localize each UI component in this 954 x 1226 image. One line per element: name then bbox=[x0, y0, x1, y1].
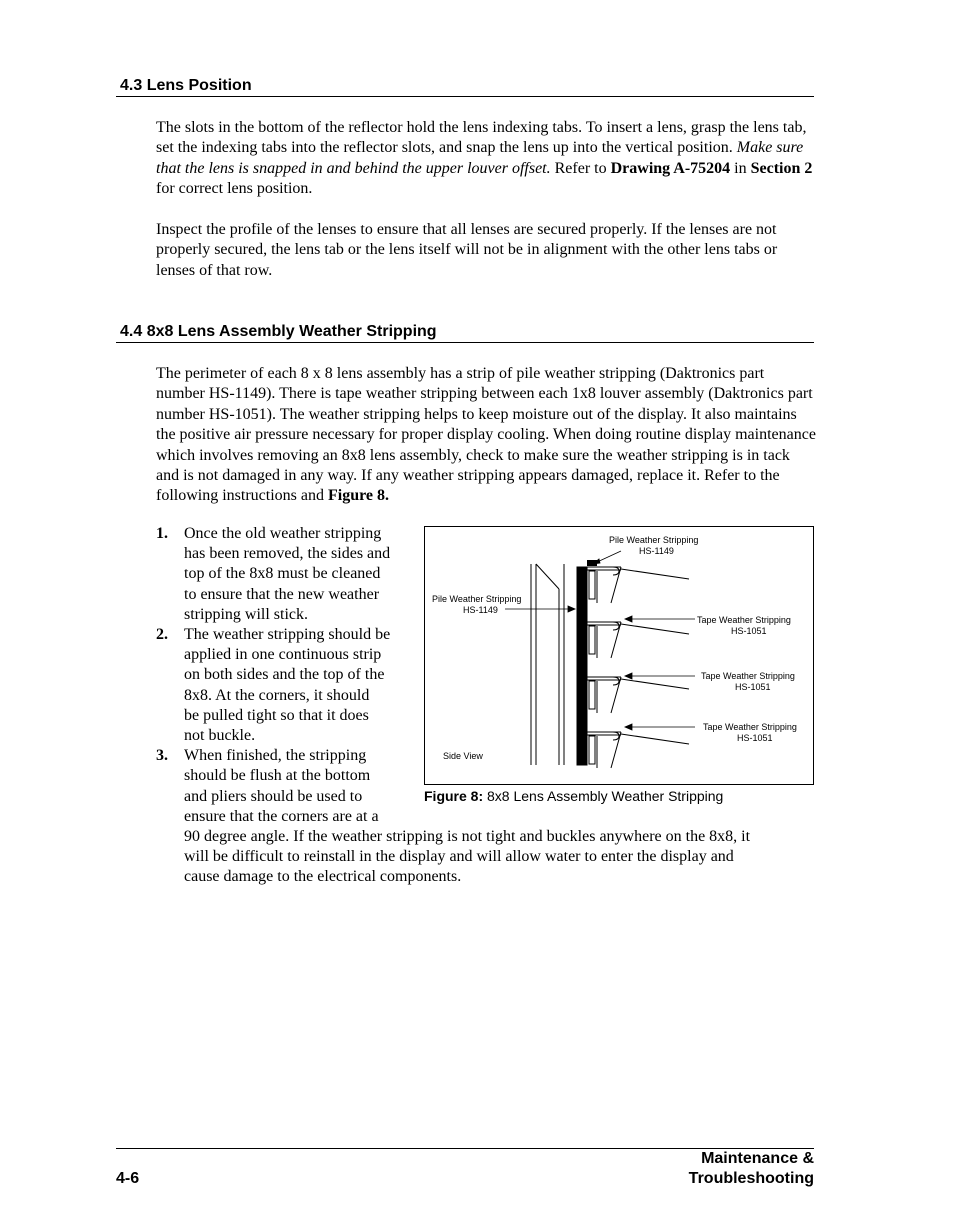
lens-row-part bbox=[621, 569, 689, 579]
section-reference: Section 2 bbox=[750, 159, 813, 177]
lens-row-part bbox=[613, 677, 619, 685]
lens-row-part bbox=[611, 622, 621, 658]
lens-row-part bbox=[611, 677, 621, 713]
step-text-line: cause damage to the electrical components. bbox=[184, 868, 462, 886]
label-side-view: Side View bbox=[443, 751, 483, 761]
caption-label: Figure 8: bbox=[424, 788, 484, 804]
label-tape-3: Tape Weather Stripping bbox=[703, 722, 797, 732]
lens-row-part bbox=[621, 624, 689, 634]
side-view-diagram bbox=[425, 527, 813, 783]
caption-text: 8x8 Lens Assembly Weather Stripping bbox=[483, 788, 724, 804]
lens-row-part bbox=[589, 681, 595, 709]
label-tape-2: Tape Weather Stripping bbox=[701, 671, 795, 681]
label-pile-left: Pile Weather Stripping bbox=[432, 594, 522, 604]
label-pile-left-part: HS-1149 bbox=[463, 605, 498, 615]
step-text-line: ensure that the corners are at a bbox=[184, 807, 379, 825]
figure-8-box bbox=[424, 526, 814, 785]
lens-row-part bbox=[613, 567, 619, 575]
step-text-line: to ensure that the new weather bbox=[184, 585, 380, 603]
paragraph-lens-position bbox=[156, 118, 816, 200]
lens-row-part bbox=[621, 679, 689, 689]
step-text-line: and pliers should be used to bbox=[184, 787, 363, 805]
lens-row-part bbox=[589, 736, 595, 764]
lens-row-part bbox=[611, 732, 621, 768]
label-tape-1-part: HS-1051 bbox=[731, 626, 767, 636]
drawing-reference: Drawing A-75204 bbox=[610, 159, 731, 177]
lens-row-part bbox=[611, 567, 621, 603]
step-number: 3. bbox=[156, 747, 168, 765]
section-heading-4-4: 4.4 8x8 Lens Assembly Weather Stripping bbox=[116, 323, 814, 343]
lens-row-part bbox=[589, 626, 595, 654]
step-text-line: 8x8. At the corners, it should bbox=[184, 686, 370, 704]
step-text-line: applied in one continuous strip bbox=[184, 646, 382, 664]
step-text-line: When finished, the stripping bbox=[184, 747, 367, 765]
figure-reference: Figure 8. bbox=[327, 487, 390, 505]
lens-row-part bbox=[613, 732, 619, 740]
lens-row-part bbox=[613, 622, 619, 630]
text: The slots in the bottom of the reflector hold the lens indexing tabs. To insert a lens, grasp the lens tab, set the indexing tabs into the reflector slots, and snap the lens up into the vertical position. bbox=[156, 119, 807, 157]
paragraph-weather-stripping bbox=[156, 364, 816, 507]
lens-row-part bbox=[621, 734, 689, 744]
step-text-line: The weather stripping should be bbox=[184, 626, 391, 643]
step-text-line: will be difficult to reinstall in the display and will allow water to enter the display and bbox=[184, 848, 734, 866]
step-text-line: should be flush at the bottom bbox=[184, 767, 371, 785]
lens-row-part bbox=[589, 571, 595, 599]
text: Refer to bbox=[550, 159, 611, 177]
step-text-line: not buckle. bbox=[184, 727, 256, 744]
label-tape-1: Tape Weather Stripping bbox=[697, 615, 791, 625]
footer-rule bbox=[116, 1148, 814, 1149]
text: in bbox=[730, 159, 751, 177]
step-text-line: Once the old weather stripping bbox=[184, 525, 382, 542]
page-number: 4-6 bbox=[116, 1170, 140, 1187]
figure-8-caption bbox=[424, 788, 723, 804]
step-text-line: 90 degree angle. If the weather stripping is not tight and buckles anywhere on the 8x8, it bbox=[184, 828, 751, 845]
text: for correct lens position. bbox=[156, 180, 313, 198]
label-tape-2-part: HS-1051 bbox=[735, 682, 771, 692]
step-text-line: be pulled tight so that it does bbox=[184, 706, 369, 724]
italic-note: Make sure that the lens is snapped in and behind the upper louver offset. bbox=[156, 139, 804, 177]
step-text-line: stripping will stick. bbox=[184, 605, 308, 623]
step-number: 2. bbox=[156, 626, 168, 643]
chapter-title-line-1: Maintenance & bbox=[701, 1150, 814, 1167]
text: The perimeter of each 8 x 8 lens assembly has a strip of pile weather stripping (Daktronics part number HS-1149). There is tape weather stripping between each 1x8 louver assembly (Daktronics part number HS-1051). The weather stripping helps to keep moisture out of the display. It also maintains the positive air pressure necessary for proper display cooling. When doing routine display maintenance which involves removing an 8x8 lens assembly, check to make sure the weather stripping is in tack and is not damaged in any way. If any weather stripping appears damaged, replace it. Refer to the following instructions and bbox=[156, 365, 816, 505]
section-heading-4-3: 4.3 Lens Position bbox=[116, 77, 814, 97]
chapter-title-line-2: Troubleshooting bbox=[688, 1170, 814, 1187]
step-number: 1. bbox=[156, 525, 168, 542]
label-tape-3-part: HS-1051 bbox=[737, 733, 773, 743]
step-text-line: on both sides and the top of the bbox=[184, 666, 385, 684]
step-text-line: has been removed, the sides and bbox=[184, 545, 391, 563]
paragraph-inspect-lenses: Inspect the profile of the lenses to ensure that all lenses are secured properly. If the lenses are not properly secured, the lens tab or the lens itself will not be in alignment with the other lens tabs or lenses of that row. bbox=[156, 221, 778, 279]
step-text-line: top of the 8x8 must be cleaned bbox=[184, 565, 381, 583]
label-pile-top-part: HS-1149 bbox=[639, 546, 674, 556]
label-pile-top: Pile Weather Stripping bbox=[609, 535, 699, 545]
